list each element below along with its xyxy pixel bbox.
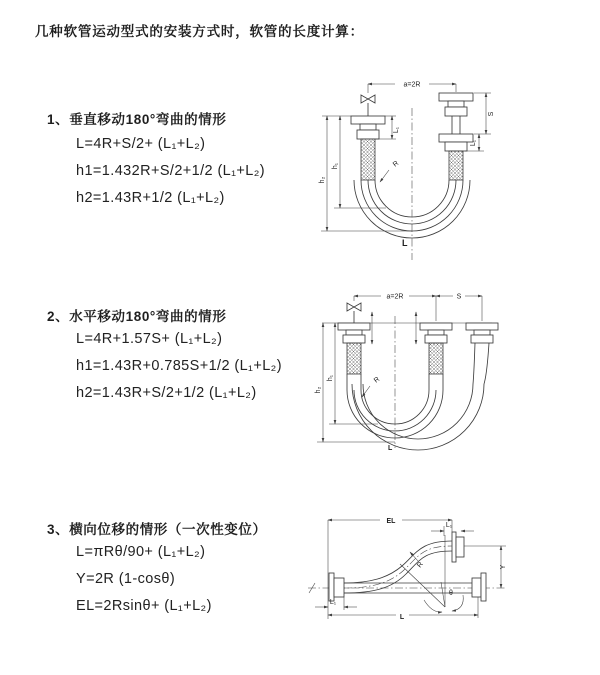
dimension-a2r <box>354 292 482 322</box>
braided-hose-left <box>347 343 361 374</box>
dim-label-l1-right: L₁ <box>470 139 477 147</box>
dimension-s <box>474 93 495 134</box>
dim-label-h1: h₁ <box>332 162 339 170</box>
braided-hose-middle <box>429 343 443 374</box>
dimension-a2r <box>368 79 456 93</box>
dim-label-s: S <box>456 293 462 301</box>
page-title: 几种软管运动型式的安装方式时，软管的长度计算： <box>35 24 364 39</box>
section3-heading: 3、横向位移的情形（一次性变位） <box>47 522 267 537</box>
section1-heading: 1、垂直移动180°弯曲的情形 <box>47 112 227 127</box>
dimension-l <box>328 597 478 621</box>
dim-label-l1-top: L₁ <box>445 522 453 529</box>
formula-line: L=4R+S/2+ (L₁+L₂) <box>76 136 206 152</box>
dim-label-l1-left: L₁ <box>393 126 400 134</box>
left-flange <box>351 116 385 139</box>
diagram-vertical-180-bend <box>308 68 600 266</box>
right-flange-upper <box>439 93 473 134</box>
dimension-l1-bottom <box>315 597 357 610</box>
valve-icon <box>347 303 361 323</box>
dim-label-r: R <box>372 375 382 385</box>
dim-label-el: EL <box>386 518 396 525</box>
dim-label-a2r: a=2R <box>403 81 421 89</box>
dim-label-a2r: a=2R <box>386 293 404 301</box>
dim-label-h2: h₂ <box>319 176 326 184</box>
braided-hose-right <box>449 151 463 180</box>
diagram-horizontal-180-bend <box>308 278 600 458</box>
dim-label-l1-bottom: L₁ <box>329 599 337 606</box>
dim-label-h1: h₁ <box>327 374 334 382</box>
radius-callout <box>380 160 400 182</box>
dim-label-r: R <box>391 159 401 169</box>
dim-label-l: L <box>399 614 405 621</box>
middle-flange <box>420 323 452 343</box>
formula-line: Y=2R (1-cosθ) <box>76 571 176 587</box>
dimension-el <box>328 513 452 619</box>
hose-u-bend-position2 <box>352 384 484 450</box>
dim-label-r: R <box>416 560 425 570</box>
left-flange <box>329 573 344 601</box>
braided-hose-left <box>361 139 375 180</box>
formula-line: h1=1.432R+S/2+1/2 (L₁+L₂) <box>76 163 266 179</box>
formula-line: h2=1.43R+1/2 (L₁+L₂) <box>76 190 225 206</box>
diagram-lateral-displacement <box>300 500 600 655</box>
dim-label-l: L <box>388 445 393 452</box>
valve-icon <box>361 95 375 116</box>
dim-label-s: S <box>488 111 495 117</box>
radius-callout <box>410 552 425 569</box>
formula-line: L=πRθ/90+ (L₁+L₂) <box>76 544 206 560</box>
formula-line: EL=2Rsinθ+ (L₁+L₂) <box>76 598 212 614</box>
radius-callout <box>362 376 381 397</box>
right-flange-shifted <box>466 323 498 384</box>
top-right-flange <box>452 532 464 562</box>
hose-s-curve <box>344 541 452 593</box>
dim-label-y: Y <box>500 564 507 570</box>
dim-label-h2: h₂ <box>315 386 322 394</box>
formula-line: L=4R+1.57S+ (L₁+L₂) <box>76 331 223 347</box>
section2-heading: 2、水平移动180°弯曲的情形 <box>47 309 227 324</box>
left-flange <box>338 323 370 343</box>
formula-line: h1=1.43R+0.785S+1/2 (L₁+L₂) <box>76 358 282 374</box>
right-flange-lower <box>439 134 473 151</box>
formula-line: h2=1.43R+S/2+1/2 (L₁+L₂) <box>76 385 257 401</box>
dim-label-l: L <box>402 238 408 248</box>
dim-label-theta: θ <box>449 590 453 597</box>
